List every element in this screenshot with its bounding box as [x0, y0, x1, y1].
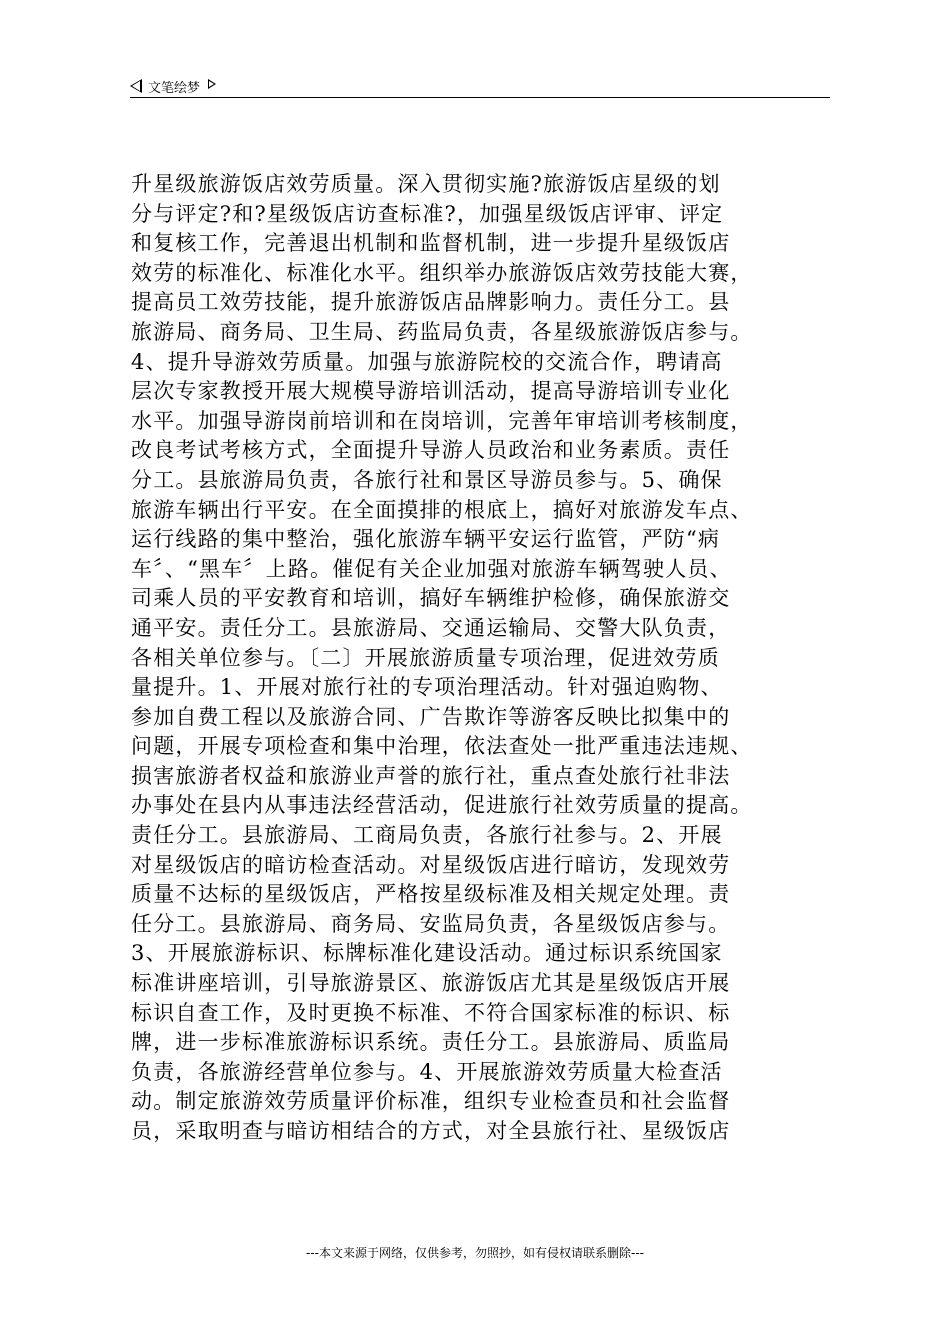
text-line: 分与评定?和?星级饭店访查标准?，加强星级饭店评审、评定: [131, 201, 724, 226]
text-line: 3、开展旅游标识、标牌标准化建设活动。通过标识系统国家: [131, 941, 723, 966]
text-line: 和复核工作，完善退出机制和监督机制，进一步提升星级饭店: [131, 231, 731, 256]
text-line: 量提升。1、开展对旅行社的专项治理活动。针对强迫购物、: [131, 675, 723, 700]
triangle-left-icon: [130, 79, 142, 93]
page-header: [130, 74, 216, 98]
text-line: 层次专家教授开展大规模导游培训活动，提高导游培训专业化: [131, 379, 731, 404]
text-line: 旅游车辆出行平安。在全面摸排的根底上，搞好对旅游发车点、: [131, 497, 753, 522]
text-line: 员，采取明查与暗访相结合的方式，对全县旅行社、星级饭店: [131, 1119, 731, 1143]
text-line: 分工。县旅游局负责，各旅行社和景区导游员参与。5、确保: [131, 467, 723, 492]
text-line: 对星级饭店的暗访检查活动。对星级饭店进行暗访，发现效劳: [131, 852, 731, 877]
text-line: 效劳的标准化、标准化水平。组织举办旅游饭店效劳技能大赛，: [131, 260, 753, 285]
document-body: [131, 170, 841, 1147]
text-line: 4、提升导游效劳质量。加强与旅游院校的交流合作，聘请高: [131, 349, 723, 374]
footer-notice: ---本文来源于网络，仅供参考，勿照抄，如有侵权请联系删除---: [306, 1246, 644, 1260]
text-line: 通平安。责任分工。县旅游局、交通运输局、交警大队负责，: [131, 615, 731, 640]
text-line: 标识自查工作，及时更换不标准、不符合国家标准的标识、标: [131, 1000, 731, 1025]
text-line: 车〞、“黑车〞上路。催促有关企业加强对旅游车辆驾驶人员、: [131, 556, 732, 581]
text-line: 办事处在县内从事违法经营活动，促进旅行社效劳质量的提高。: [131, 793, 753, 818]
text-line: 参加自费工程以及旅游合同、广告欺诈等游客反映比拟集中的: [131, 704, 731, 729]
text-line: 运行线路的集中整治，强化旅游车辆平安运行监管，严防“病: [131, 527, 721, 552]
text-line: 损害旅游者权益和旅游业声誉的旅行社，重点查处旅行社非法: [131, 763, 731, 788]
text-line: 各相关单位参与。〔二〕开展旅游质量专项治理，促进效劳质: [131, 645, 720, 670]
text-line: 负责，各旅游经营单位参与。4、开展旅游效劳质量大检查活: [131, 1059, 723, 1084]
text-line: 标准讲座培训，引导旅游景区、旅游饭店尤其是星级饭店开展: [131, 971, 731, 996]
text-line: 升星级旅游饭店效劳质量。深入贯彻实施?旅游饭店星级的划: [131, 172, 721, 196]
text-line: 改良考试考核方式，全面提升导游人员政治和业务素质。责任: [131, 438, 731, 463]
text-line: 问题，开展专项检查和集中治理，依法查处一批严重违法违规、: [131, 734, 753, 759]
text-line: 任分工。县旅游局、商务局、安监局负责，各星级饭店参与。: [131, 911, 731, 936]
text-line: 动。制定旅游效劳质量评价标准，组织专业检查员和社会监督: [131, 1089, 731, 1114]
header-divider: [130, 97, 830, 98]
text-line: 水平。加强导游岗前培训和在岗培训，完善年审培训考核制度，: [131, 408, 753, 433]
text-line: 责任分工。县旅游局、工商局负责，各旅行社参与。2、开展: [131, 823, 723, 848]
text-line: 质量不达标的星级饭店，严格按星级标准及相关规定处理。责: [131, 882, 731, 907]
text-line: 司乘人员的平安教育和培训，搞好车辆维护检修，确保旅游交: [131, 586, 731, 611]
triangle-right-icon: [208, 79, 216, 89]
text-line: 旅游局、商务局、卫生局、药监局负责，各星级旅游饭店参与。: [131, 319, 753, 344]
text-line: 牌，进一步标准旅游标识系统。责任分工。县旅游局、质监局: [131, 1030, 731, 1055]
header-title: 文笔绘梦: [148, 80, 201, 96]
text-line: 提高员工效劳技能，提升旅游饭店品牌影响力。责任分工。县: [131, 290, 731, 315]
